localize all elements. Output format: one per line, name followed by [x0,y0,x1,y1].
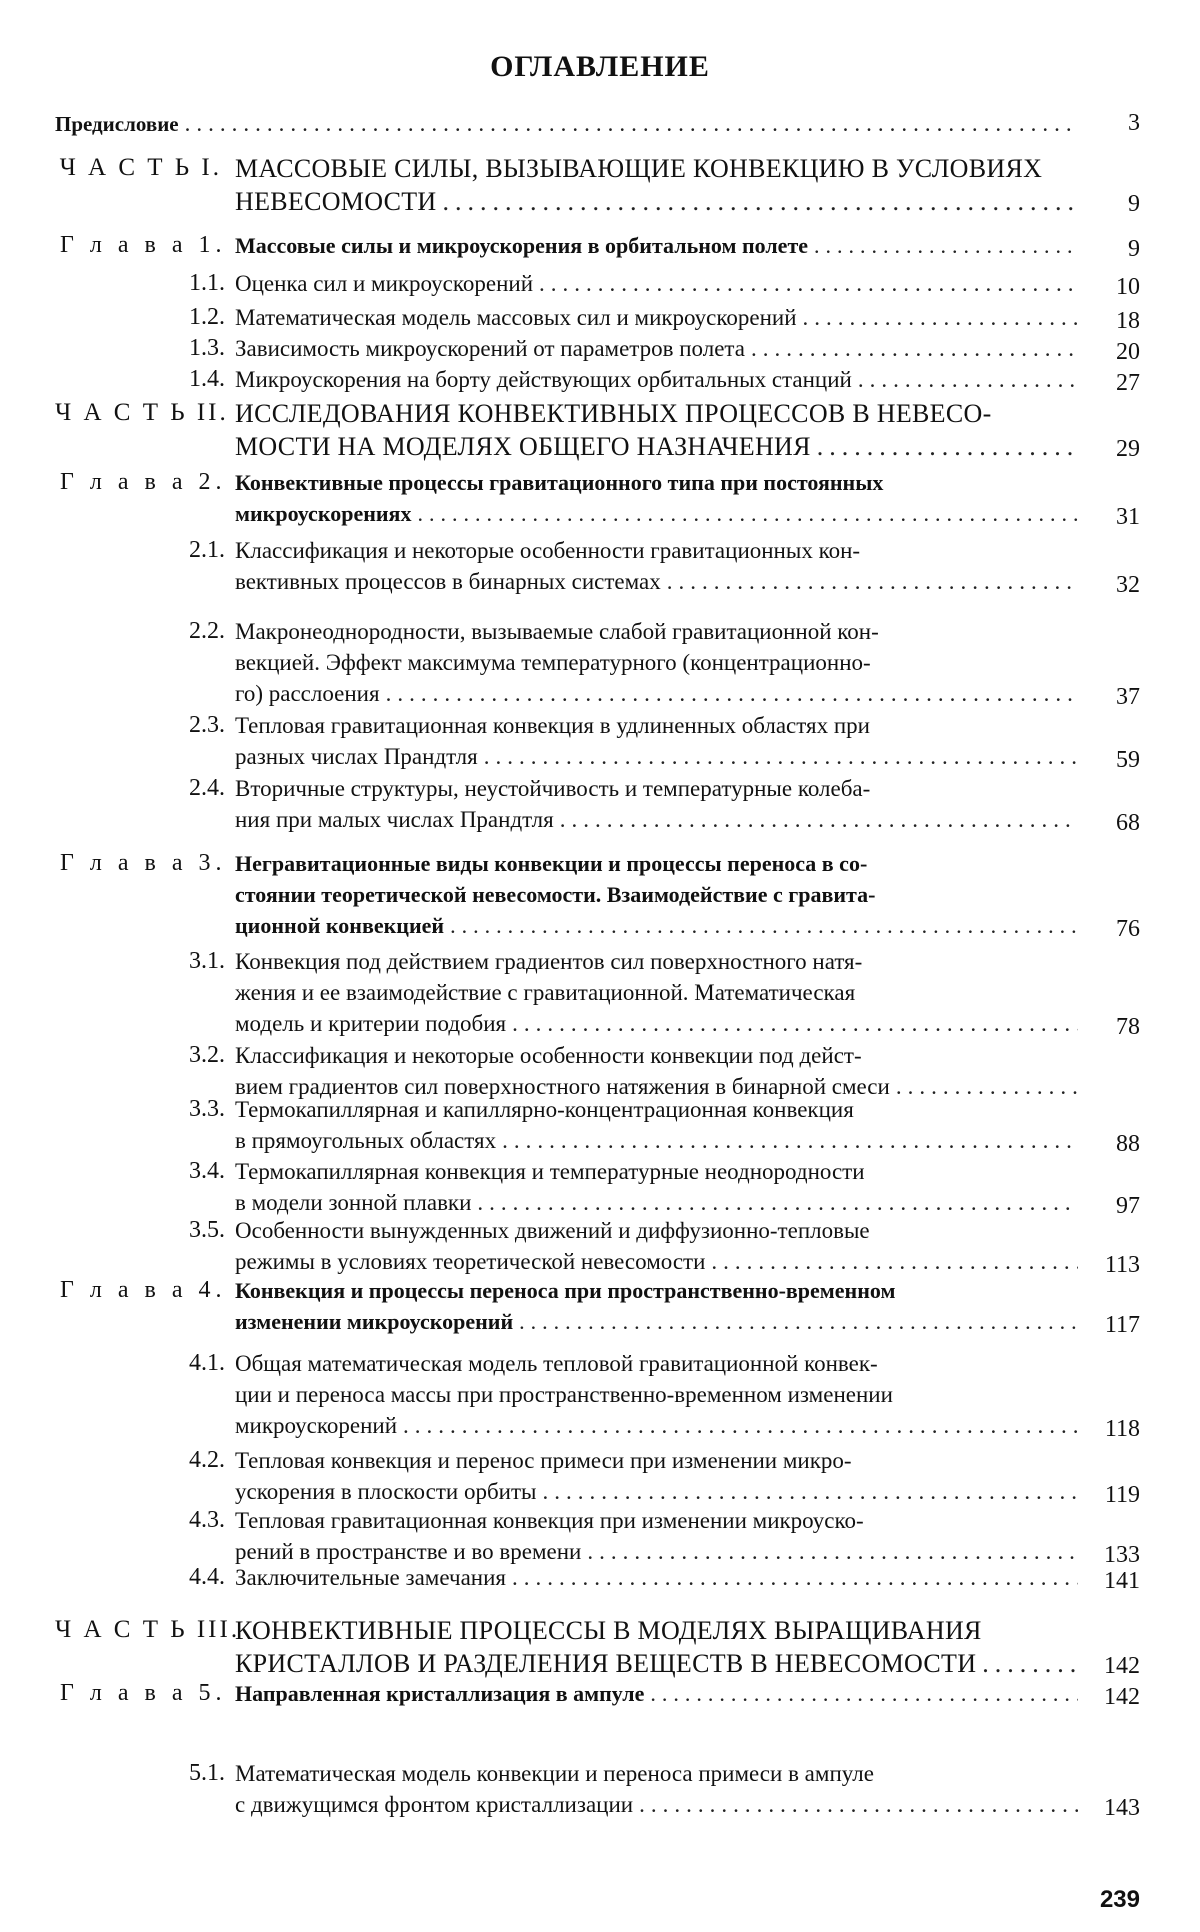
page-ref: 113 [1104,1252,1140,1278]
entry-text [235,1215,1078,1277]
toc-line [235,647,1078,678]
toc-line [235,1275,1078,1306]
entry-title-line: стоянии теоретической невесомости. Взаимодействие с гравита- [235,882,876,907]
toc-line [235,430,1078,463]
entry-title-line: микроускорений [235,1413,398,1438]
entry-title-line: Тепловая гравитационная конвекция при изменении микроуско- [235,1508,864,1533]
entry-title-line: разных числах Прандтля [235,744,478,769]
toc-line [235,1379,1078,1410]
leader-dots [185,108,1078,139]
page-number: 239 [1099,1886,1140,1913]
entry-title-line: микроускорениях [235,501,412,526]
toc-line [235,498,1078,529]
page-ref: 29 [1116,436,1140,462]
toc-line [235,1040,1078,1071]
entry-number: 2.1. [189,537,225,563]
toc-line [235,1306,1078,1337]
entry-number: 3.2. [189,1042,225,1068]
entry-text [235,1445,1078,1507]
entry-number: Г л а в а 4. [60,1277,227,1303]
leader-dots [502,1125,1078,1156]
entry-title-line: Конвективные процессы гравитационного типа при постоянных [235,470,884,495]
page-ref: 142 [1104,1653,1140,1679]
leader-dots [484,741,1078,772]
entry-title-line: Конвекция и процессы переноса при пространственно-временном [235,1278,896,1303]
page-title: ОГЛАВЛЕНИЕ [490,50,710,83]
toc-line [235,946,1078,977]
entry-text [235,152,1078,218]
entry-text [235,946,1078,1039]
page-ref: 88 [1116,1131,1140,1157]
preface-text [55,108,1078,140]
entry-title-line: ускорения в плоскости орбиты [235,1479,537,1504]
entry-text [235,1758,1078,1820]
entry-text [235,848,1078,941]
leader-dots [403,1410,1078,1441]
entry-title-line: КРИСТАЛЛОВ И РАЗДЕЛЕНИЯ ВЕЩЕСТВ В НЕВЕСОМОСТИ [235,1649,977,1678]
entry-text [235,1094,1078,1156]
page-ref: 32 [1116,572,1140,598]
entry-text [235,333,1078,364]
entry-title-line: вективных процессов в бинарных системах [235,569,661,594]
entry-title-line: с движущимся фронтом кристаллизации [235,1792,634,1817]
page-ref: 119 [1104,1482,1140,1508]
leader-dots [711,1246,1078,1277]
toc-line [235,1125,1078,1156]
entry-title-line: ции и переноса массы при пространственно-временном изменении [235,1382,893,1407]
toc-line [235,616,1078,647]
toc-line [235,1562,1078,1593]
page-ref: 97 [1116,1193,1140,1219]
entry-title-line: жения и ее взаимодействие с гравитационной. Математическая [235,980,856,1005]
page-ref: 141 [1104,1568,1140,1594]
toc-line [235,1758,1078,1789]
leader-dots [650,1678,1078,1709]
entry-title-line: Классификация и некоторые особенности гравитационных кон- [235,538,861,563]
leader-dots [539,268,1078,299]
toc-line [235,1614,1078,1647]
toc-line [235,1187,1078,1218]
entry-text [235,616,1078,709]
toc-line [235,1156,1078,1187]
entry-text [235,302,1078,333]
entry-number: 4.1. [189,1350,225,1376]
page-ref: 133 [1104,1542,1140,1568]
page-ref: 3 [1128,110,1140,136]
entry-text [235,268,1078,299]
entry-title-line: ИССЛЕДОВАНИЯ КОНВЕКТИВНЫХ ПРОЦЕССОВ В НЕВЕСО- [235,399,992,428]
entry-text [235,397,1078,463]
entry-text [235,773,1078,835]
toc-line [235,910,1078,941]
leader-dots [512,1562,1078,1593]
entry-text [235,467,1078,529]
entry-title-line: Математическая модель массовых сил и микроускорений [235,305,797,330]
entry-title-line: Конвекция под действием градиентов сил поверхностного натя- [235,949,863,974]
page-ref: 27 [1116,370,1140,396]
leader-dots [512,1008,1078,1039]
leader-dots [858,364,1078,395]
entry-text [235,364,1078,395]
entry-number: Г л а в а 2. [60,469,227,495]
leader-dots [542,1476,1078,1507]
entry-title-line: НЕВЕСОМОСТИ [235,187,437,216]
page-ref: 9 [1128,191,1140,217]
entry-text [235,1156,1078,1218]
leader-dots [667,566,1078,597]
entry-title-line: МАССОВЫЕ СИЛЫ, ВЫЗЫВАЮЩИЕ КОНВЕКЦИЮ В УСЛОВИЯХ [235,154,1043,183]
leader-dots [519,1306,1078,1337]
page-ref: 31 [1116,504,1140,530]
entry-number: Г л а в а 5. [60,1680,227,1706]
entry-number: 1.3. [189,335,225,361]
toc-line [235,230,1078,261]
toc-line [235,741,1078,772]
entry-number: 2.2. [189,618,225,644]
entry-title-line: Особенности вынужденных движений и диффузионно-тепловые [235,1218,870,1243]
toc-line [235,879,1078,910]
page-ref: 59 [1116,747,1140,773]
entry-title-line: рений в пространстве и во времени [235,1539,582,1564]
entry-text [235,1678,1078,1709]
page-ref: 10 [1116,274,1140,300]
entry-title-line: Математическая модель конвекции и переноса примеси в ампуле [235,1761,874,1786]
entry-title-line: Заключительные замечания [235,1565,506,1590]
entry-number: 4.2. [189,1447,225,1473]
entry-number: 1.4. [189,366,225,392]
entry-text [235,1562,1078,1593]
entry-title-line: векцией. Эффект максимума температурного (концентрационно- [235,650,871,675]
entry-title-line: Вторичные структуры, неустойчивость и температурные колеба- [235,776,871,801]
entry-text [235,535,1078,597]
entry-title-line: Зависимость микроускорений от параметров полета [235,336,745,361]
leader-dots [803,302,1078,333]
entry-title-line: Негравитационные виды конвекции и процессы переноса в со- [235,851,868,876]
toc-line [235,1505,1078,1536]
entry-number: 3.4. [189,1158,225,1184]
entry-number: Г л а в а 1. [60,232,227,258]
entry-number: Г л а в а 3. [60,850,227,876]
toc-line [235,397,1078,430]
entry-number: 4.4. [189,1564,225,1590]
entry-number: 2.4. [189,775,225,801]
toc-line [235,467,1078,498]
leader-dots [817,430,1078,463]
entry-title-line: Общая математическая модель тепловой гравитационной конвек- [235,1351,878,1376]
entry-title-line: Тепловая конвекция и перенос примеси при изменении микро- [235,1448,852,1473]
page-ref: 76 [1116,916,1140,942]
entry-title-line: Макронеоднородности, вызываемые слабой гравитационной кон- [235,619,879,644]
entry-text [235,1040,1078,1102]
leader-dots [477,1187,1078,1218]
entry-title-line: Классификация и некоторые особенности конвекции под дейст- [235,1043,862,1068]
entry-text [235,1348,1078,1441]
toc-line [235,710,1078,741]
page-ref: 18 [1116,308,1140,334]
entry-number: 1.1. [189,270,225,296]
entry-title-line: в модели зонной плавки [235,1190,472,1215]
page-ref: 37 [1116,684,1140,710]
toc-line [235,678,1078,709]
entry-number: 3.5. [189,1217,225,1243]
toc-line [55,108,1078,140]
toc-line [235,1789,1078,1820]
toc-line [235,804,1078,835]
toc-line [235,1678,1078,1709]
toc-line [235,1348,1078,1379]
entry-title-line: Микроускорения на борту действующих орбитальных станций [235,367,852,392]
entry-text [235,1505,1078,1567]
toc-line [235,333,1078,364]
toc-line [235,977,1078,1008]
leader-dots [814,230,1078,261]
entry-title-line: Массовые силы и микроускорения в орбитальном полете [235,233,809,258]
page-ref: 78 [1116,1014,1140,1040]
toc-line [235,1094,1078,1125]
entry-title-line: КОНВЕКТИВНЫЕ ПРОЦЕССЫ В МОДЕЛЯХ ВЫРАЩИВАНИЯ [235,1616,982,1645]
toc-line [235,302,1078,333]
page-ref: 143 [1104,1795,1140,1821]
entry-title-line: вием градиентов сил поверхностного натяжения в бинарной смеси [235,1074,890,1099]
entry-number: 3.3. [189,1096,225,1122]
toc-line [235,1476,1078,1507]
toc-line [235,1445,1078,1476]
entry-text [235,1614,1078,1680]
entry-title-line: Термокапиллярная и капиллярно-концентрационная конвекция [235,1097,854,1122]
page-ref: 118 [1104,1416,1140,1442]
entry-number: 5.1. [189,1760,225,1786]
toc-line [235,848,1078,879]
entry-title-line: го) расслоения [235,681,380,706]
toc-line [235,1008,1078,1039]
leader-dots [417,498,1078,529]
toc-line [235,268,1078,299]
entry-title-line: модель и критерии подобия [235,1011,507,1036]
entry-title-line: изменении микроускорений [235,1309,514,1334]
entry-title-line: Тепловая гравитационная конвекция в удлиненных областях при [235,713,870,738]
leader-dots [751,333,1078,364]
entry-title-line: режимы в условиях теоретической невесомости [235,1249,706,1274]
entry-title-line: в прямоугольных областях [235,1128,497,1153]
entry-text [235,1275,1078,1337]
toc-line [235,1215,1078,1246]
entry-title-line: ния при малых числах Прандтля [235,807,554,832]
entry-number: Ч А С Т Ь II. [55,399,229,426]
page-ref: 142 [1104,1684,1140,1710]
leader-dots [450,910,1078,941]
entry-title-line: Термокапиллярная конвекция и температурные неоднородности [235,1159,865,1184]
toc-line [235,364,1078,395]
toc-line [235,152,1078,185]
toc-line [235,535,1078,566]
leader-dots [639,1789,1078,1820]
toc-line [235,773,1078,804]
entry-number: Ч А С Т Ь I. [59,154,222,181]
toc-line [235,1647,1078,1680]
entry-title-line: Оценка сил и микроускорений [235,271,534,296]
leader-dots [443,185,1078,218]
entry-number: 4.3. [189,1507,225,1533]
entry-title: Предисловие [55,112,179,136]
entry-number: 3.1. [189,948,225,974]
page-ref: 20 [1116,339,1140,365]
entry-title-line: ционной конвекцией [235,913,445,938]
toc-line [235,566,1078,597]
entry-number: 1.2. [189,304,225,330]
toc-line [235,1410,1078,1441]
page-ref: 117 [1104,1312,1140,1338]
leader-dots [982,1647,1078,1680]
page-ref: 9 [1128,236,1140,262]
entry-text [235,230,1078,261]
leader-dots [560,804,1078,835]
leader-dots [386,678,1078,709]
page-ref: 68 [1116,810,1140,836]
toc-line [235,185,1078,218]
entry-title-line: Направленная кристаллизация в ампуле [235,1681,645,1706]
toc-line [235,1246,1078,1277]
entry-text [235,710,1078,772]
entry-number: 2.3. [189,712,225,738]
entry-number: Ч А С Т Ь III. [55,1616,241,1643]
entry-title-line: МОСТИ НА МОДЕЛЯХ ОБЩЕГО НАЗНАЧЕНИЯ [235,432,811,461]
